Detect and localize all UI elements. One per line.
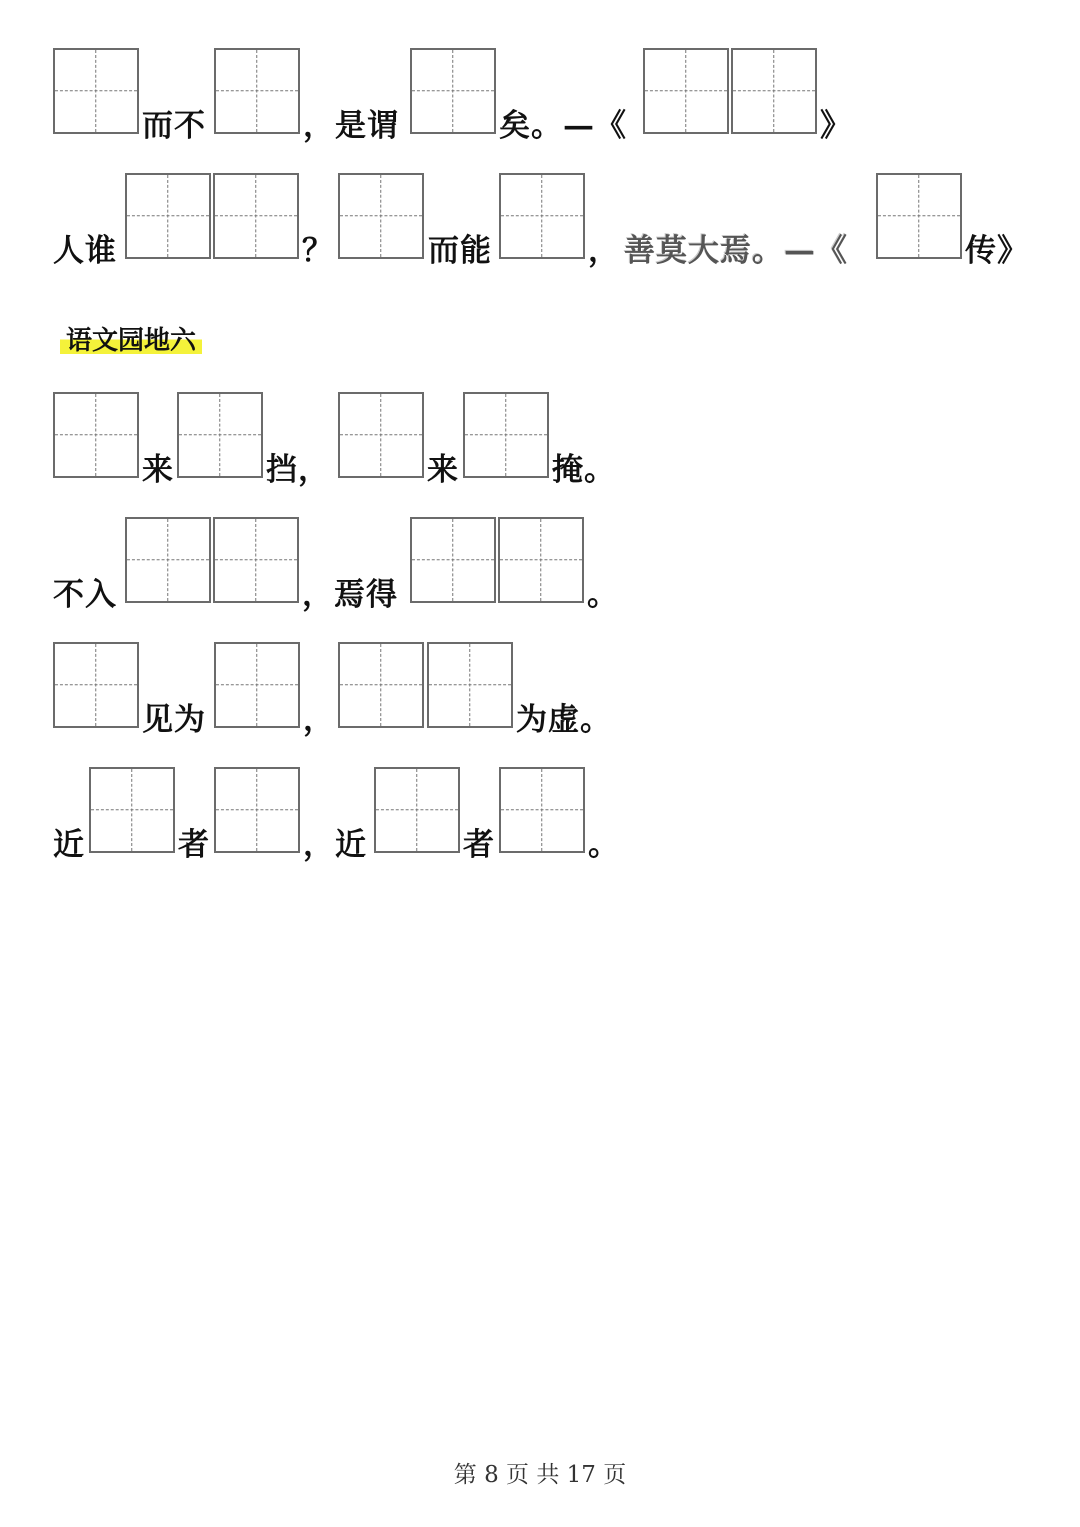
blank-box[interactable] xyxy=(214,642,300,728)
text-segment: ，是谓 xyxy=(303,108,399,144)
blank-box[interactable] xyxy=(499,767,585,853)
text-segment: 。 xyxy=(588,827,620,863)
blank-box[interactable] xyxy=(125,517,211,603)
blank-box[interactable] xyxy=(876,173,962,259)
text-segment: 善莫大焉。—《 xyxy=(624,233,848,269)
blank-box[interactable] xyxy=(427,642,513,728)
blank-box[interactable] xyxy=(731,48,817,134)
blank-box[interactable] xyxy=(410,48,496,134)
text-segment: 见为 xyxy=(142,702,206,738)
page-footer: 第 8 页 共 17 页 xyxy=(453,1462,627,1488)
text-segment: 。 xyxy=(587,577,619,613)
blank-box[interactable] xyxy=(213,517,299,603)
blank-box[interactable] xyxy=(53,392,139,478)
text-segment: 传》 xyxy=(965,233,1029,269)
blank-box[interactable] xyxy=(214,767,300,853)
blank-box[interactable] xyxy=(499,173,585,259)
blank-box[interactable] xyxy=(643,48,729,134)
blank-box[interactable] xyxy=(125,173,211,259)
text-segment: 不入 xyxy=(53,577,117,613)
blank-box[interactable] xyxy=(498,517,584,603)
text-segment: ，焉得 xyxy=(302,577,398,613)
text-segment: ，近 xyxy=(303,827,367,863)
text-segment: ， xyxy=(588,233,620,269)
text-segment: 来 xyxy=(142,452,174,488)
blank-box[interactable] xyxy=(177,392,263,478)
blank-box[interactable] xyxy=(53,48,139,134)
text-segment: 为虚。 xyxy=(516,702,612,738)
blank-box[interactable] xyxy=(214,48,300,134)
text-segment: 而不 xyxy=(142,108,206,144)
blank-box[interactable] xyxy=(89,767,175,853)
text-segment: 近 xyxy=(53,827,85,863)
blank-box[interactable] xyxy=(374,767,460,853)
text-segment: ？ xyxy=(302,233,334,269)
blank-box[interactable] xyxy=(410,517,496,603)
text-segment: 者 xyxy=(463,827,495,863)
section-title: 语文园地六 xyxy=(60,324,202,358)
text-segment: 掩。 xyxy=(552,452,616,488)
blank-box[interactable] xyxy=(53,642,139,728)
blank-box[interactable] xyxy=(338,642,424,728)
text-segment: 》 xyxy=(820,108,852,144)
text-segment: 而能 xyxy=(428,233,492,269)
blank-box[interactable] xyxy=(338,392,424,478)
blank-box[interactable] xyxy=(463,392,549,478)
text-segment: 者 xyxy=(178,827,210,863)
text-segment: 矣。—《 xyxy=(499,108,627,144)
blank-box[interactable] xyxy=(338,173,424,259)
text-segment: ， xyxy=(303,702,335,738)
text-segment: 来 xyxy=(427,452,459,488)
text-segment: 人谁 xyxy=(53,233,117,269)
blank-box[interactable] xyxy=(213,173,299,259)
text-segment: 挡， xyxy=(266,452,330,488)
